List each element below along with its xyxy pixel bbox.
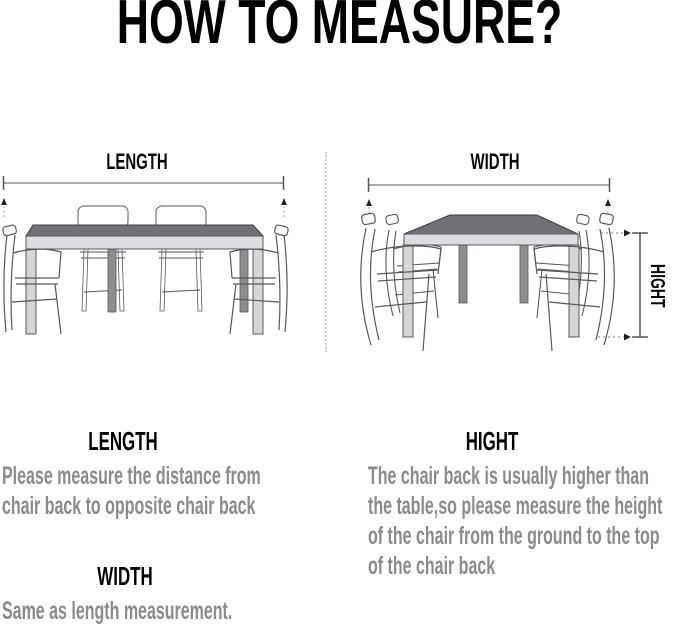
- width-section-text: [2, 596, 232, 626]
- text-line: of the chair from the ground to the top: [368, 522, 660, 550]
- text-line: the table,so please measure the height: [368, 492, 663, 520]
- dining-table: [26, 225, 263, 334]
- text-line: Please measure the distance from: [2, 462, 261, 490]
- length-measure-arrow: [1, 176, 287, 219]
- width-hight-diagram-illustration: [325, 140, 679, 360]
- length-section-heading: LENGTH: [88, 426, 158, 456]
- hight-diagram-label: HIGHT: [646, 264, 668, 308]
- width-section-heading: WIDTH: [97, 561, 153, 591]
- text-line: The chair back is usually higher than: [368, 462, 649, 490]
- back-chair: [156, 206, 206, 311]
- width-diagram-label: WIDTH: [470, 149, 520, 174]
- back-chair: [78, 206, 128, 311]
- length-diagram-label: LENGTH: [106, 149, 168, 174]
- hight-section-text: [368, 461, 662, 581]
- text-line: of the chair back: [368, 552, 496, 580]
- text-line: Same as length measurement.: [2, 597, 233, 625]
- page-title: HOW TO MEASURE?: [116, 0, 563, 57]
- length-diagram-illustration: [0, 140, 325, 360]
- text-line: chair back to opposite chair back: [2, 492, 256, 520]
- height-measure-arrow: [598, 230, 648, 341]
- hight-section-heading: HIGHT: [465, 426, 519, 456]
- length-section-text: [2, 461, 261, 521]
